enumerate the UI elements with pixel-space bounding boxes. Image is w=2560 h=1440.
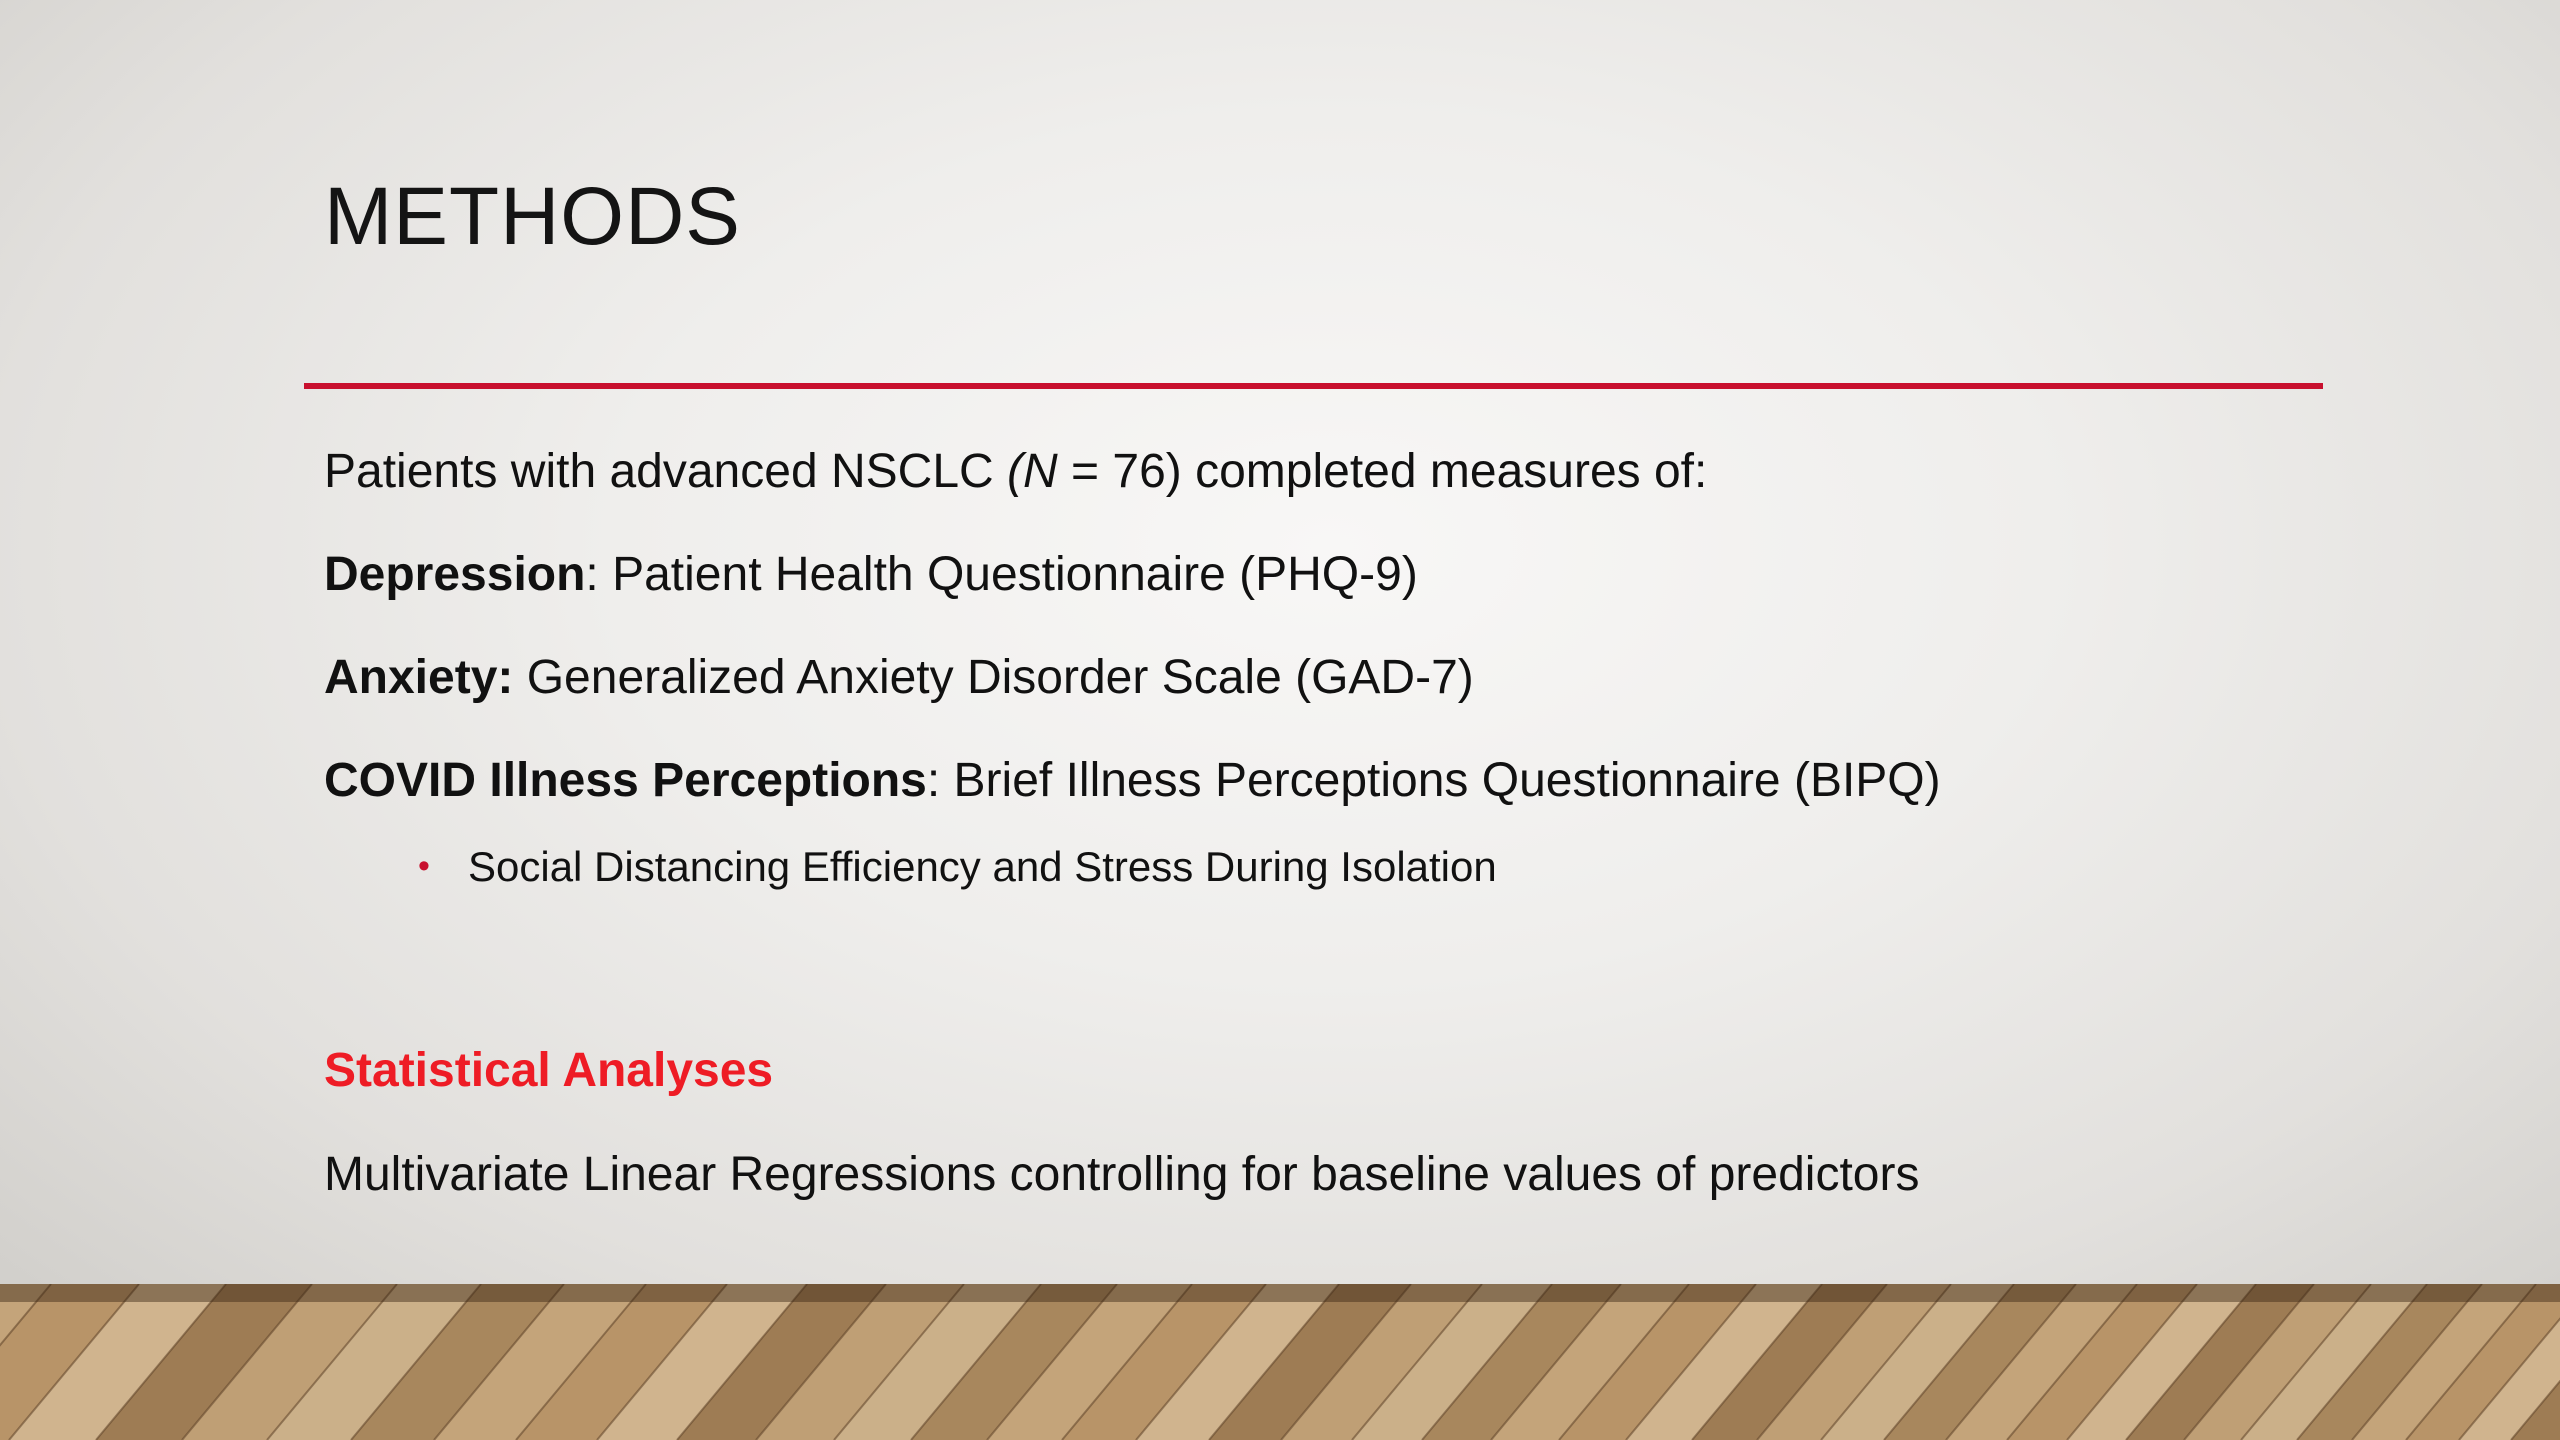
slide-title: METHODS bbox=[324, 171, 741, 262]
intro-text-before: Patients with advanced NSCLC bbox=[324, 445, 1008, 498]
measure-separator: : bbox=[926, 754, 954, 807]
measure-label: COVID Illness Perceptions bbox=[324, 754, 927, 807]
measure-label: Anxiety: bbox=[324, 651, 514, 704]
wood-floor-planks bbox=[0, 1284, 2560, 1440]
intro-line bbox=[324, 445, 1708, 498]
measure-description: Patient Health Questionnaire (PHQ-9) bbox=[612, 548, 1418, 601]
measure-anxiety bbox=[324, 651, 1474, 704]
intro-n-value: = 76) bbox=[1057, 445, 1182, 498]
intro-n-label: (N bbox=[1007, 445, 1058, 498]
measure-depression bbox=[324, 548, 1418, 601]
sub-bullet-text: Social Distancing Efficiency and Stress During Isolation bbox=[468, 843, 1497, 890]
measure-separator bbox=[513, 651, 526, 704]
intro-text-after: completed measures of: bbox=[1181, 445, 1708, 498]
measure-separator: : bbox=[585, 548, 613, 601]
statistical-analyses-heading: Statistical Analyses bbox=[324, 1044, 774, 1097]
sub-bullet-item bbox=[418, 843, 1497, 890]
measure-covid-illness-perceptions bbox=[324, 754, 1941, 807]
bullet-dot-icon: • bbox=[418, 847, 430, 885]
wood-floor-background bbox=[0, 1284, 2560, 1440]
title-divider bbox=[304, 383, 2323, 389]
measure-label: Depression bbox=[324, 548, 586, 601]
measure-description: Generalized Anxiety Disorder Scale (GAD-7) bbox=[526, 651, 1474, 704]
floor-edge-shadow bbox=[0, 1284, 2560, 1302]
statistical-analyses-text: Multivariate Linear Regressions controlling for baseline values of predictors bbox=[324, 1148, 1920, 1201]
measure-description: Brief Illness Perceptions Questionnaire (BIPQ) bbox=[953, 754, 1941, 807]
